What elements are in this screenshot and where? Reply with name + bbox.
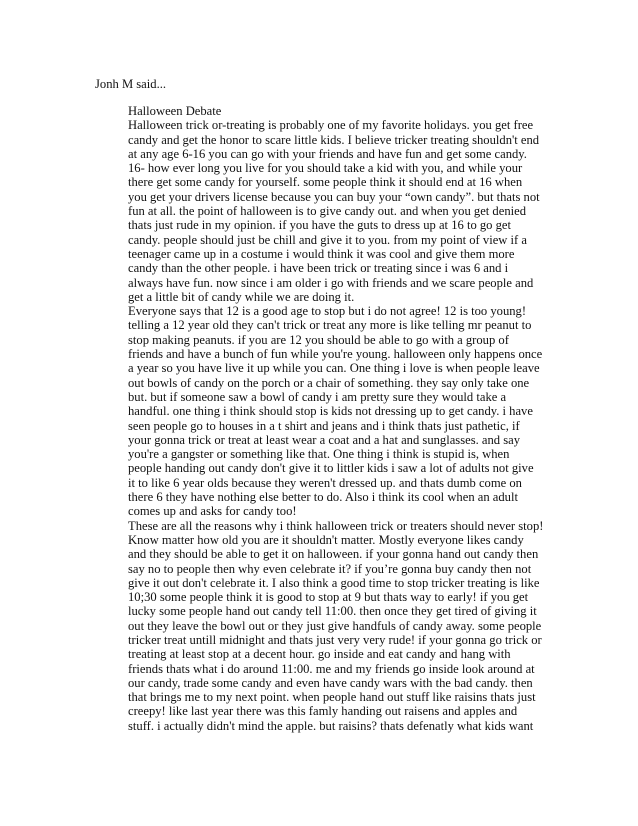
comment-text-line: comes up and asks for candy too! — [128, 504, 297, 519]
comment-text-line: stop making peanuts. if you are 12 you should be able to go with a group of — [128, 332, 509, 347]
comment-text-line: but. but if someone saw a bowl of candy i am pretty sure they would take a — [128, 389, 507, 404]
comment-text-line: candy than the other people. i have been trick or treating since i was 6 and i — [128, 261, 509, 276]
comment-text-line: seen people go to houses in a t shirt and jeans and i think thats just pathetic, if — [128, 418, 520, 433]
comment-text-line: lucky some people hand out candy tell 11:00. then once they get tired of giving it — [128, 604, 537, 619]
comment-author: Jonh M said... — [95, 77, 167, 91]
comment-text-line: candy. people should just be chill and give it to you. from my point of view if a — [128, 232, 527, 247]
comment-text-line: and they should be able to get it on halloween. if your gonna hand out candy then — [128, 547, 539, 562]
comment-text-line: These are all the reasons why i think halloween trick or treaters should never stop! — [128, 518, 544, 533]
comment-text-line: you get your drivers license because you can buy your “own candy”. but thats not — [128, 189, 540, 204]
comment-body — [128, 104, 548, 733]
comment-text-line: Everyone says that 12 is a good age to stop but i do not agree! 12 is too young! — [128, 304, 527, 319]
comment-text-line: there get some candy for yourself. some people think it should end at 16 when — [128, 175, 523, 190]
comment-text-line: candy and get the honor to scare little kids. I believe tricker treating shouldn't end — [128, 132, 540, 147]
comment-text-line: it to like 6 year olds because they weren't dressed up. and thats dumb come on — [128, 475, 522, 490]
comment-text-line: 16- how ever long you live for you should take a kid with you, and while your — [128, 161, 523, 176]
comment-text-line: 10;30 some people think it is good to stop at 9 but thats way to early! if you get — [128, 590, 529, 605]
comment-text-line: at any age 6-16 you can go with your friends and have fun and get some candy. — [128, 146, 527, 161]
comment-text-line: treating at least stop at a decent hour. go inside and eat candy and hang with — [128, 647, 511, 662]
comment-text-line: there 6 they have nothing else better to do. Also i think its cool when an adult — [128, 490, 518, 505]
comment-text-line: your gonna trick or treat at least wear a coat and a hat and sunglasses. and say — [128, 432, 521, 447]
comment-text-line: Halloween trick or-treating is probably one of my favorite holidays. you get free — [128, 118, 534, 133]
comment-text-line: people handing out candy don't give it to littler kids i saw a lot of adults not give — [128, 461, 534, 476]
comment-text-line: you're a gangster or something like that. One thing i think is stupid is, when — [128, 447, 510, 462]
comment-text-line: our candy, trade some candy and even have candy wars with the bad candy. then — [128, 675, 533, 690]
comment-text-line: thats just rude in my opinion. if you have the guts to dress up at 16 to go get — [128, 218, 512, 233]
comment-text-line: handful. one thing i think should stop is kids not dressing up to get candy. i have — [128, 404, 533, 419]
comment-text-line: friends and have a bunch of fun while you're young. halloween only happens once — [128, 347, 543, 362]
comment-text-line: friends thats what i do around 11:00. me and my friends go inside look around at — [128, 661, 535, 676]
comment-text-line: creepy! like last year there was this famly handing out raisens and apples and — [128, 704, 518, 719]
comment-text-line: out they leave the bowl out or they just give handfuls of candy away. some people — [128, 618, 542, 633]
comment-text-line: that brings me to my next point. when people hand out stuff like raisins thats just — [128, 690, 536, 705]
comment-text-line: give it out don't celebrate it. I also think a good time to stop tricker treating is like — [128, 575, 540, 590]
comment-text-line: always have fun. now since i am older i go with friends and we scare people and — [128, 275, 534, 290]
comment-text-line: say no to people then why even celebrate it? if you’re gonna buy candy then not — [128, 561, 532, 576]
comment-text-line: a year so you have live it up while you can. One thing i love is when people leave — [128, 361, 540, 376]
comment-text-line: telling a 12 year old they can't trick or treat any more is like telling mr peanut to — [128, 318, 532, 333]
comment-text-line: tricker treat untill midnight and thats just very very rude! if your gonna go trick or — [128, 632, 542, 647]
comment-text-line: stuff. i actually didn't mind the apple. but raisins? thats defenatly what kids want — [128, 718, 534, 733]
comment-text-line: get a little bit of candy while we are doing it. — [128, 289, 355, 304]
comment-text-line: teenager came up in a costume i would think it was cool and give them more — [128, 246, 515, 261]
comment-title: Halloween Debate — [128, 104, 222, 118]
comment-text-line: fun at all. the point of halloween is to give candy out. and when you get denied — [128, 204, 527, 219]
comment-text-line: Know matter how old you are it shouldn't matter. Mostly everyone likes candy — [128, 532, 524, 547]
comment-text-line: out bowls of candy on the porch or a chair of something. they say only take one — [128, 375, 530, 390]
